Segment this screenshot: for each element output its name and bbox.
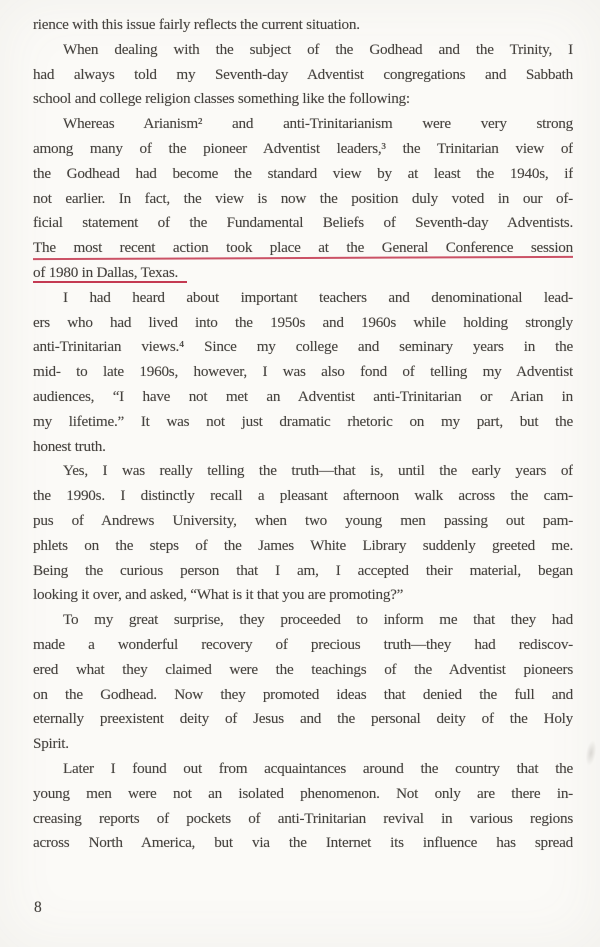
text-line bbox=[33, 683, 573, 708]
text-line-text: phlets on the steps of the James White Library suddenly greeted me. bbox=[33, 536, 573, 554]
text-line-text: had always told my Seventh-day Adventist congregations and Sabbath bbox=[33, 65, 573, 83]
text-line-text: eternally preexistent deity of Jesus and the personal deity of the Holy bbox=[33, 710, 573, 728]
text-line bbox=[33, 162, 573, 187]
text-line-text: mid- to late 1960s, however, I was also fond of telling my Adventist bbox=[33, 363, 573, 381]
underlined-text: of 1980 in Dallas, Texas. bbox=[33, 264, 187, 284]
text-line bbox=[33, 831, 573, 856]
text-line bbox=[33, 360, 573, 385]
scan-smudge bbox=[584, 739, 598, 766]
text-line bbox=[33, 236, 573, 261]
text-line bbox=[33, 559, 573, 584]
text-line-text: not earlier. In fact, the view is now the position duly voted in our of- bbox=[33, 189, 573, 207]
text-line bbox=[33, 608, 573, 633]
text-line bbox=[33, 286, 573, 311]
text-line-text: ficial statement of the Fundamental Beliefs of Seventh-day Adventists. bbox=[33, 214, 573, 232]
text-line-text: anti-Trinitarian views.⁴ Since my college and seminary years in the bbox=[33, 338, 573, 356]
text-line bbox=[33, 509, 573, 534]
text-line-text: the 1990s. I distinctly recall a pleasant afternoon walk across the cam- bbox=[33, 487, 573, 505]
text-line-text: Later I found out from acquaintances around the country that the bbox=[63, 759, 573, 777]
text-line bbox=[33, 63, 573, 88]
text-line-text: across North America, but via the Internet its influence has spread bbox=[33, 834, 573, 852]
text-line bbox=[33, 38, 573, 63]
text-line bbox=[33, 707, 573, 732]
text-line bbox=[33, 211, 573, 236]
text-line-text: Whereas Arianism² and anti-Trinitarianism were very strong bbox=[63, 115, 573, 133]
text-line bbox=[33, 658, 573, 683]
text-line bbox=[33, 534, 573, 559]
text-line bbox=[33, 187, 573, 212]
text-line-text: ered what they claimed were the teachings of the Adventist pioneers bbox=[33, 660, 573, 678]
text-line-text: honest truth. bbox=[33, 437, 106, 455]
text-line-text: rience with this issue fairly reflects the current situation. bbox=[33, 16, 360, 33]
text-line-text: audiences, “I have not met an Adventist anti-Trinitarian or Arian in bbox=[33, 387, 573, 405]
text-line-text: made a wonderful recovery of precious truth—they had rediscov- bbox=[33, 635, 573, 653]
text-line bbox=[33, 757, 573, 782]
text-line-text: I had heard about important teachers and denominational lead- bbox=[63, 288, 573, 306]
text-line bbox=[33, 459, 573, 484]
text-line bbox=[33, 484, 573, 509]
text-line bbox=[33, 87, 573, 112]
text-line bbox=[33, 410, 573, 435]
text-line bbox=[33, 13, 573, 38]
text-line-text: on the Godhead. Now they promoted ideas that denied the full and bbox=[33, 685, 573, 703]
text-line bbox=[33, 385, 573, 410]
text-line-text: Spirit. bbox=[33, 735, 69, 753]
text-line-text: Being the curious person that I am, I accepted their material, began bbox=[33, 561, 573, 579]
text-line-text: looking it over, and asked, “What is it that you are promoting?” bbox=[33, 586, 404, 604]
text-line bbox=[33, 335, 573, 360]
text-line-text: Yes, I was really telling the truth—that is, until the early years of bbox=[63, 462, 573, 480]
text-line bbox=[33, 311, 573, 336]
text-line bbox=[33, 782, 573, 807]
text-line-text: school and college religion classes something like the following: bbox=[33, 90, 410, 108]
red-underline-mark bbox=[33, 256, 573, 261]
text-line bbox=[33, 732, 573, 757]
text-block bbox=[33, 13, 573, 856]
page-number: 8 bbox=[34, 899, 42, 916]
text-line-text: ers who had lived into the 1950s and 1960s while holding strongly bbox=[33, 313, 573, 331]
text-line-text: creasing reports of pockets of anti-Trinitarian revival in various regions bbox=[33, 809, 573, 827]
text-line bbox=[33, 261, 573, 286]
text-line-text: When dealing with the subject of the Godhead and the Trinity, I bbox=[63, 40, 573, 58]
text-line-text: among many of the pioneer Adventist leaders,³ the Trinitarian view of bbox=[33, 139, 573, 157]
text-line-text: pus of Andrews University, when two young men passing out pam- bbox=[33, 511, 573, 529]
text-line bbox=[33, 633, 573, 658]
text-line bbox=[33, 112, 573, 137]
text-line bbox=[33, 807, 573, 832]
text-line-text: To my great surprise, they proceeded to inform me that they had bbox=[63, 611, 573, 629]
text-line-text: the Godhead had become the standard view by at least the 1940s, if bbox=[33, 164, 573, 182]
text-line-text: young men were not an isolated phenomenon. Not only are there in- bbox=[33, 784, 573, 802]
text-line bbox=[33, 137, 573, 162]
underlined-text: The most recent action took place at the General Conference session bbox=[33, 239, 573, 257]
text-line bbox=[33, 583, 573, 608]
text-line bbox=[33, 435, 573, 460]
text-line-text: my lifetime.” It was not just dramatic rhetoric on my part, but the bbox=[33, 412, 573, 430]
